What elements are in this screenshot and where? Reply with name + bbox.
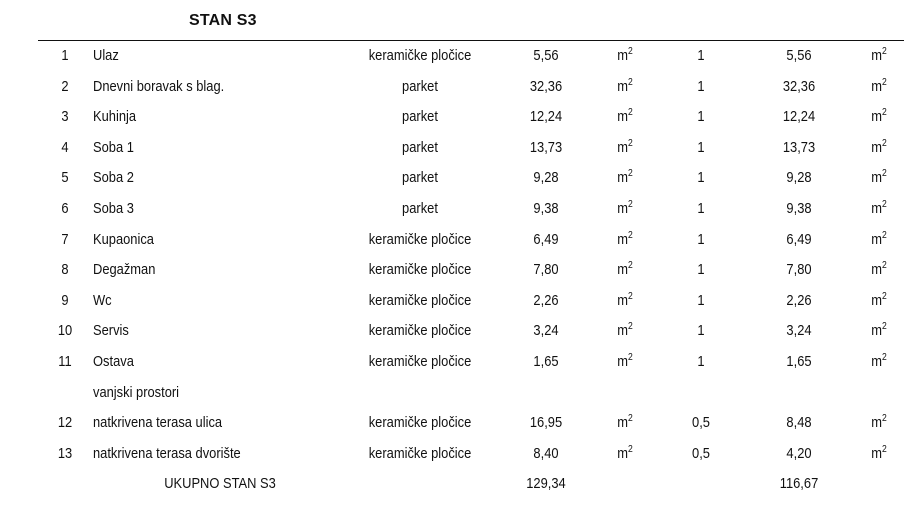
net-area-value: 2,26 — [786, 291, 812, 309]
area-value: 1,65 — [533, 353, 559, 370]
net-area-unit — [866, 408, 892, 438]
unit-exponent: 2 — [627, 137, 633, 149]
area-value: 9,28 — [533, 169, 559, 187]
unit-exponent: 2 — [627, 168, 633, 180]
table-row — [0, 408, 920, 438]
row-number: 11 — [58, 353, 72, 370]
table-row — [0, 255, 920, 285]
net-area-value: 12,24 — [782, 108, 816, 126]
row-number: 4 — [61, 138, 69, 156]
row-number: 10 — [57, 322, 73, 340]
unit-exponent: 2 — [627, 290, 633, 302]
unit-base: m — [617, 47, 628, 64]
unit-base: m — [871, 169, 882, 187]
area-value: 9,38 — [533, 200, 559, 217]
unit-base: m — [871, 322, 882, 340]
net-area-unit — [866, 102, 892, 132]
room-name: Ulaz — [93, 47, 119, 64]
unit-base: m — [617, 77, 628, 95]
row-number: 6 — [61, 200, 69, 217]
floor-material: keramičke pločice — [368, 291, 472, 309]
floor-material: keramičke pločice — [368, 353, 472, 370]
room-name: Degažman — [93, 261, 156, 279]
unit-exponent: 2 — [881, 290, 887, 302]
row-number: 7 — [61, 230, 69, 248]
net-area-value: 9,38 — [786, 200, 812, 217]
area-value: 2,26 — [533, 291, 559, 309]
unit-base: m — [871, 230, 882, 248]
table-row — [0, 316, 920, 346]
net-area-value: 1,65 — [786, 353, 812, 370]
coefficient: 0,5 — [692, 444, 710, 462]
area-value: 32,36 — [529, 77, 563, 95]
floor-material: keramičke pločice — [368, 444, 472, 462]
room-name: Soba 1 — [93, 138, 134, 156]
unit-base: m — [871, 47, 882, 64]
table-row — [0, 286, 920, 316]
table-row — [0, 163, 920, 193]
table-row — [0, 72, 920, 102]
coefficient: 1 — [697, 200, 705, 217]
floor-material: parket — [402, 138, 438, 156]
unit-exponent: 2 — [881, 260, 887, 272]
room-name: Kuhinja — [93, 108, 137, 126]
area-value: 13,73 — [529, 138, 563, 156]
section-label: vanjski prostori — [93, 383, 180, 401]
unit-exponent: 2 — [881, 352, 887, 363]
area-value: 5,56 — [533, 47, 559, 64]
area-value: 6,49 — [533, 230, 559, 248]
unit-base: m — [871, 108, 882, 126]
floor-material: keramičke pločice — [368, 414, 472, 432]
coefficient: 1 — [697, 230, 705, 248]
room-name: Soba 3 — [93, 200, 134, 217]
coefficient: 1 — [697, 169, 705, 187]
unit-base: m — [617, 200, 628, 217]
row-number: 2 — [61, 77, 69, 95]
table-row — [0, 194, 920, 224]
area-unit — [612, 41, 638, 71]
section-row — [0, 378, 920, 408]
net-area-unit — [866, 347, 892, 377]
area-unit — [612, 163, 638, 193]
unit-base: m — [871, 261, 882, 279]
net-area-unit — [866, 133, 892, 163]
unit-base: m — [617, 261, 628, 279]
unit-exponent: 2 — [881, 107, 887, 119]
net-area-unit — [866, 72, 892, 102]
coefficient: 1 — [697, 261, 705, 279]
unit-base: m — [871, 353, 882, 370]
unit-base: m — [871, 200, 882, 217]
area-unit — [612, 72, 638, 102]
area-unit — [612, 347, 638, 377]
coefficient: 1 — [697, 77, 705, 95]
floor-material: parket — [402, 108, 438, 126]
unit-base: m — [871, 291, 882, 309]
unit-exponent: 2 — [627, 107, 633, 119]
room-name: natkrivena terasa dvorište — [93, 444, 241, 462]
unit-exponent: 2 — [627, 260, 633, 272]
area-value: 3,24 — [533, 322, 559, 340]
floor-material: keramičke pločice — [368, 322, 472, 340]
unit-base: m — [617, 291, 628, 309]
table-row — [0, 439, 920, 469]
unit-exponent: 2 — [881, 137, 887, 149]
total-net-area: 116,67 — [779, 475, 819, 493]
unit-base: m — [871, 414, 882, 432]
row-number: 1 — [61, 47, 69, 64]
unit-exponent: 2 — [881, 321, 887, 333]
room-name: Servis — [93, 322, 129, 340]
net-area-value: 8,48 — [786, 414, 812, 432]
floor-material: parket — [402, 169, 438, 187]
floor-material: keramičke pločice — [368, 261, 472, 279]
net-area-value: 6,49 — [786, 230, 812, 248]
unit-exponent: 2 — [627, 321, 633, 333]
row-number: 9 — [61, 291, 69, 309]
coefficient: 1 — [697, 108, 705, 126]
unit-base: m — [617, 230, 628, 248]
table-row — [0, 225, 920, 255]
coefficient: 1 — [697, 322, 705, 340]
unit-base: m — [617, 169, 628, 187]
unit-exponent: 2 — [627, 229, 633, 241]
table-row — [0, 102, 920, 132]
net-area-unit — [866, 163, 892, 193]
area-unit — [612, 286, 638, 316]
unit-base: m — [617, 353, 628, 370]
area-unit — [612, 408, 638, 438]
net-area-unit — [866, 255, 892, 285]
unit-exponent: 2 — [881, 46, 887, 57]
floor-material: keramičke pločice — [368, 230, 472, 248]
coefficient: 1 — [697, 138, 705, 156]
row-number: 12 — [57, 414, 73, 432]
area-value: 7,80 — [533, 261, 559, 279]
unit-base: m — [617, 138, 628, 156]
net-area-unit — [866, 316, 892, 346]
area-unit — [612, 439, 638, 469]
unit-exponent: 2 — [881, 199, 887, 210]
unit-exponent: 2 — [881, 229, 887, 241]
area-value: 12,24 — [529, 108, 563, 126]
area-unit — [612, 225, 638, 255]
unit-exponent: 2 — [627, 199, 633, 210]
room-name: Ostava — [93, 353, 134, 370]
room-name: Wc — [93, 291, 112, 309]
room-name: Soba 2 — [93, 169, 134, 187]
net-area-value: 3,24 — [786, 322, 812, 340]
total-row — [0, 469, 920, 499]
unit-exponent: 2 — [881, 168, 887, 180]
unit-exponent: 2 — [627, 352, 633, 363]
net-area-value: 13,73 — [782, 138, 816, 156]
unit-base: m — [617, 108, 628, 126]
room-name: Kupaonica — [93, 230, 154, 248]
net-area-value: 32,36 — [782, 77, 816, 95]
row-number: 8 — [61, 261, 69, 279]
unit-exponent: 2 — [627, 46, 633, 57]
row-number: 3 — [61, 108, 69, 126]
unit-exponent: 2 — [881, 76, 887, 88]
document-title: STAN S3 — [189, 12, 257, 29]
area-unit — [612, 316, 638, 346]
unit-base: m — [617, 322, 628, 340]
floor-material: parket — [402, 200, 438, 217]
coefficient: 1 — [697, 291, 705, 309]
table-row — [0, 133, 920, 163]
coefficient: 0,5 — [692, 414, 710, 432]
area-value: 16,95 — [529, 414, 563, 432]
unit-base: m — [871, 77, 882, 95]
table-row — [0, 347, 920, 377]
area-value: 8,40 — [533, 444, 559, 462]
coefficient: 1 — [697, 47, 705, 64]
area-unit — [612, 255, 638, 285]
row-number: 13 — [57, 444, 73, 462]
area-unit — [612, 133, 638, 163]
unit-exponent: 2 — [627, 413, 633, 425]
net-area-value: 9,28 — [786, 169, 812, 187]
unit-base: m — [617, 444, 628, 462]
unit-base: m — [617, 414, 628, 432]
floor-material: parket — [402, 77, 438, 95]
net-area-value: 5,56 — [786, 47, 812, 64]
area-unit — [612, 102, 638, 132]
net-area-unit — [866, 41, 892, 71]
table-row — [0, 41, 920, 71]
area-unit — [612, 194, 638, 224]
net-area-value: 4,20 — [786, 444, 812, 462]
unit-exponent: 2 — [627, 443, 633, 455]
unit-base: m — [871, 138, 882, 156]
room-name: natkrivena terasa ulica — [93, 414, 223, 432]
unit-base: m — [871, 444, 882, 462]
coefficient: 1 — [697, 353, 705, 370]
total-area: 129,34 — [526, 475, 566, 493]
floor-material: keramičke pločice — [368, 47, 472, 64]
net-area-unit — [866, 225, 892, 255]
net-area-unit — [866, 439, 892, 469]
room-name: Dnevni boravak s blag. — [93, 77, 225, 95]
row-number: 5 — [61, 169, 69, 187]
unit-exponent: 2 — [881, 443, 887, 455]
unit-exponent: 2 — [881, 413, 887, 425]
net-area-value: 7,80 — [786, 261, 812, 279]
net-area-unit — [866, 286, 892, 316]
total-label: UKUPNO STAN S3 — [164, 475, 276, 493]
unit-exponent: 2 — [627, 76, 633, 88]
net-area-unit — [866, 194, 892, 224]
